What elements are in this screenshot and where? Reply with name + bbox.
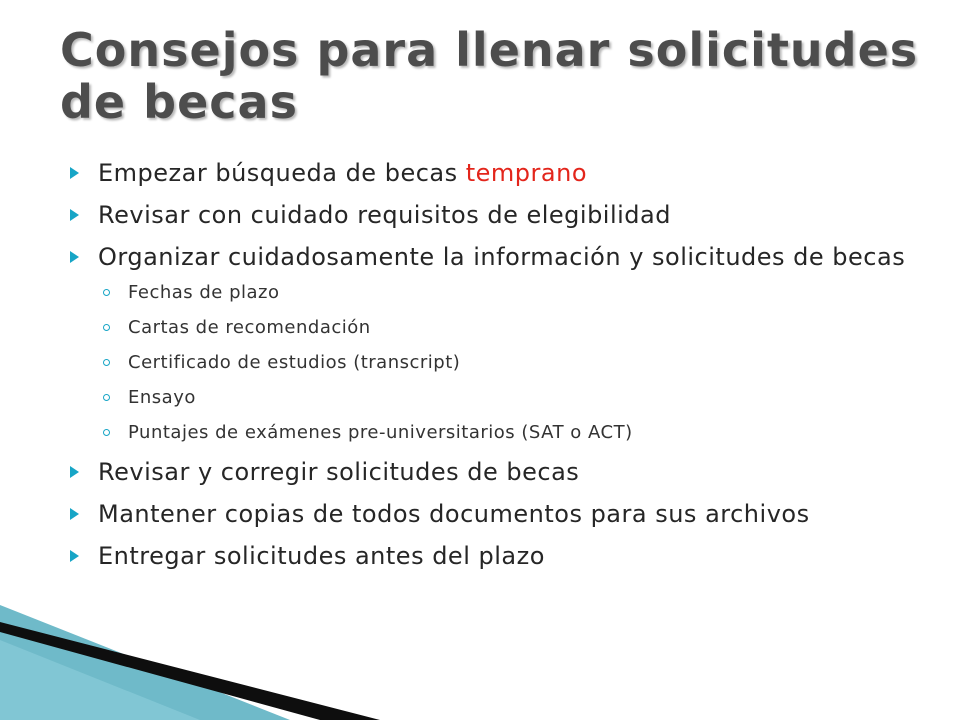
ring-icon [103,289,110,296]
bullet-item [70,158,910,188]
bullet-highlight-text: temprano [465,159,588,187]
dark-swoosh [0,622,380,720]
bullet-text: Organizar cuidadosamente la información y solicitudes de becas [98,243,906,271]
ring-icon [103,394,110,401]
sub-bullet-text: Fechas de plazo [128,282,280,303]
sub-bullet-item [70,282,910,304]
bullet-text: Empezar búsqueda de becas [98,159,466,187]
bullet-list [70,158,910,583]
sub-bullet-text: Puntajes de exámenes pre-universitarios (SAT o ACT) [128,422,633,443]
bullet-text: Revisar y corregir solicitudes de becas [98,458,580,486]
teal-swoosh [0,605,290,720]
ring-icon [103,359,110,366]
bullet-item [70,541,910,571]
bullet-text: Entregar solicitudes antes del plazo [98,542,545,570]
bullet-text: Mantener copias de todos documentos para sus archivos [98,500,810,528]
triangle-right-icon [70,550,79,562]
bullet-text: Revisar con cuidado requisitos de elegibilidad [98,201,671,229]
triangle-right-icon [70,466,79,478]
triangle-right-icon [70,209,79,221]
triangle-right-icon [70,251,79,263]
sub-bullet-text: Cartas de recomendación [128,317,371,338]
bullet-item [70,242,910,272]
slide-title: Consejos para llenar solicitudes de becas [60,23,919,129]
bullet-item [70,499,910,529]
bullet-item [70,457,910,487]
ring-icon [103,324,110,331]
triangle-right-icon [70,508,79,520]
sub-bullet-text: Certificado de estudios (transcript) [128,352,461,373]
sub-bullet-text: Ensayo [128,387,196,408]
sub-bullet-item [70,317,910,339]
ring-icon [103,429,110,436]
bullet-item [70,200,910,230]
sub-bullet-item [70,352,910,374]
sub-bullet-item [70,422,910,444]
light-teal-swoosh [0,640,200,720]
sub-bullet-list [70,282,910,444]
sub-bullet-item [70,387,910,409]
triangle-right-icon [70,167,79,179]
